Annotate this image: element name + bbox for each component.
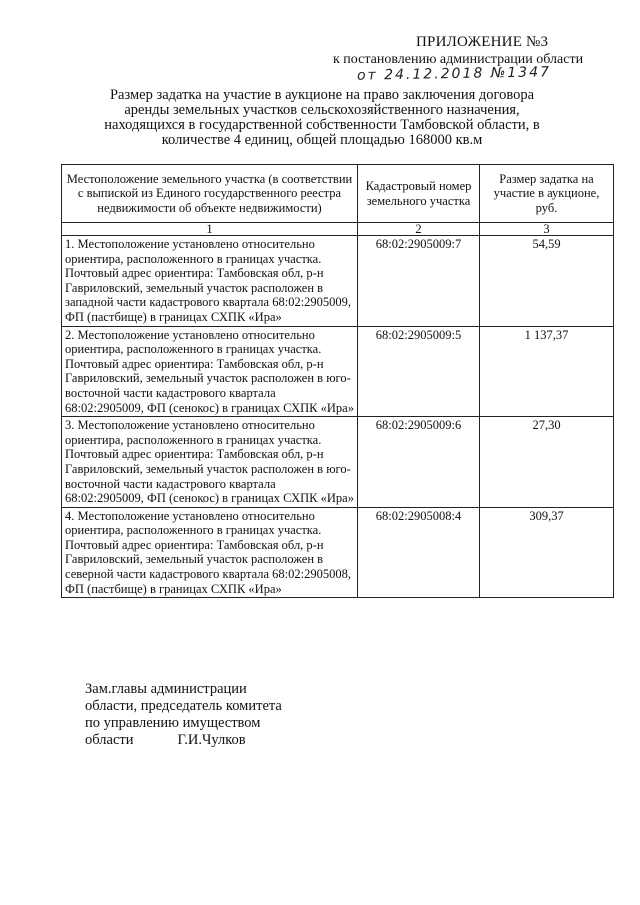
location-cell: 1. Местоположение установлено относительно ориентира, расположенного в границах участка. Почтовый адрес ориентира: Тамбовская обл, р-н Гавриловский, земельный участок расположен в западной части кадастрового квартала 68:02:2905009, ФП (пастбище) в границах СХПК «Ира» [62,236,358,327]
signature-line: по управлению имуществом [85,715,261,731]
annex-title: ПРИЛОЖЕНИЕ №3 [416,34,549,50]
annex-subtitle: к постановлению администрации области [333,52,584,67]
column-header-location: Местоположение земельного участка (в соответствии с выпиской из Единого государственного реестра недвижимости об объекте недвижимости) [62,165,358,223]
cadastral-cell: 68:02:2905009:7 [358,236,480,327]
column-number: 2 [358,223,480,236]
annex-date-number: от 24.12.2018 №1347 [356,64,552,84]
location-cell: 3. Местоположение установлено относительно ориентира, расположенного в границах участка. Почтовый адрес ориентира: Тамбовская обл, р-н Гавриловский, земельный участок расположен в юго-восточной части кадастрового квартала 68:02:2905009, ФП (сенокос) в границах СХПК «Ира» [62,417,358,508]
signature-line: области [85,732,134,748]
cadastral-cell: 68:02:2905008:4 [358,507,480,598]
table-row [62,326,614,417]
deposit-cell: 1 137,37 [480,326,614,417]
column-number: 1 [62,223,358,236]
table-row [62,236,614,327]
document-heading: Размер задатка на участие в аукционе на право заключения договора аренды земельных участков сельскохозяйственного назначения, находящихся в государственной собственности Тамбовской области, в количестве 4 единиц, общей площадью 168000 кв.м [104,87,540,148]
signature-line: области, председатель комитета [85,698,282,714]
location-cell: 2. Местоположение установлено относительно ориентира, расположенного в границах участка. Почтовый адрес ориентира: Тамбовская обл, р-н Гавриловский, земельный участок расположен в юго-восточной части кадастрового квартала 68:02:2905009, ФП (сенокос) в границах СХПК «Ира» [62,326,358,417]
deposit-table [61,164,614,598]
signatory-name: Г.И.Чулков [177,732,246,748]
deposit-cell: 54,59 [480,236,614,327]
column-number-row [62,223,614,236]
table-row [62,507,614,598]
cadastral-cell: 68:02:2905009:6 [358,417,480,508]
column-header-deposit: Размер задатка на участие в аукционе, руб. [480,165,614,223]
column-header-cadastral: Кадастровый номер земельного участка [358,165,480,223]
table-row [62,417,614,508]
column-number: 3 [480,223,614,236]
deposit-cell: 309,37 [480,507,614,598]
cadastral-cell: 68:02:2905009:5 [358,326,480,417]
deposit-cell: 27,30 [480,417,614,508]
signature-last-line [85,732,282,749]
signature-line: Зам.главы администрации [85,681,247,697]
signature-block [85,681,282,749]
location-cell: 4. Местоположение установлено относительно ориентира, расположенного в границах участка. Почтовый адрес ориентира: Тамбовская обл, р-н Гавриловский, земельный участок расположен в северной части кадастрового квартала 68:02:2905008, ФП (пастбище) в границах СХПК «Ира» [62,507,358,598]
table-header-row [62,165,614,223]
